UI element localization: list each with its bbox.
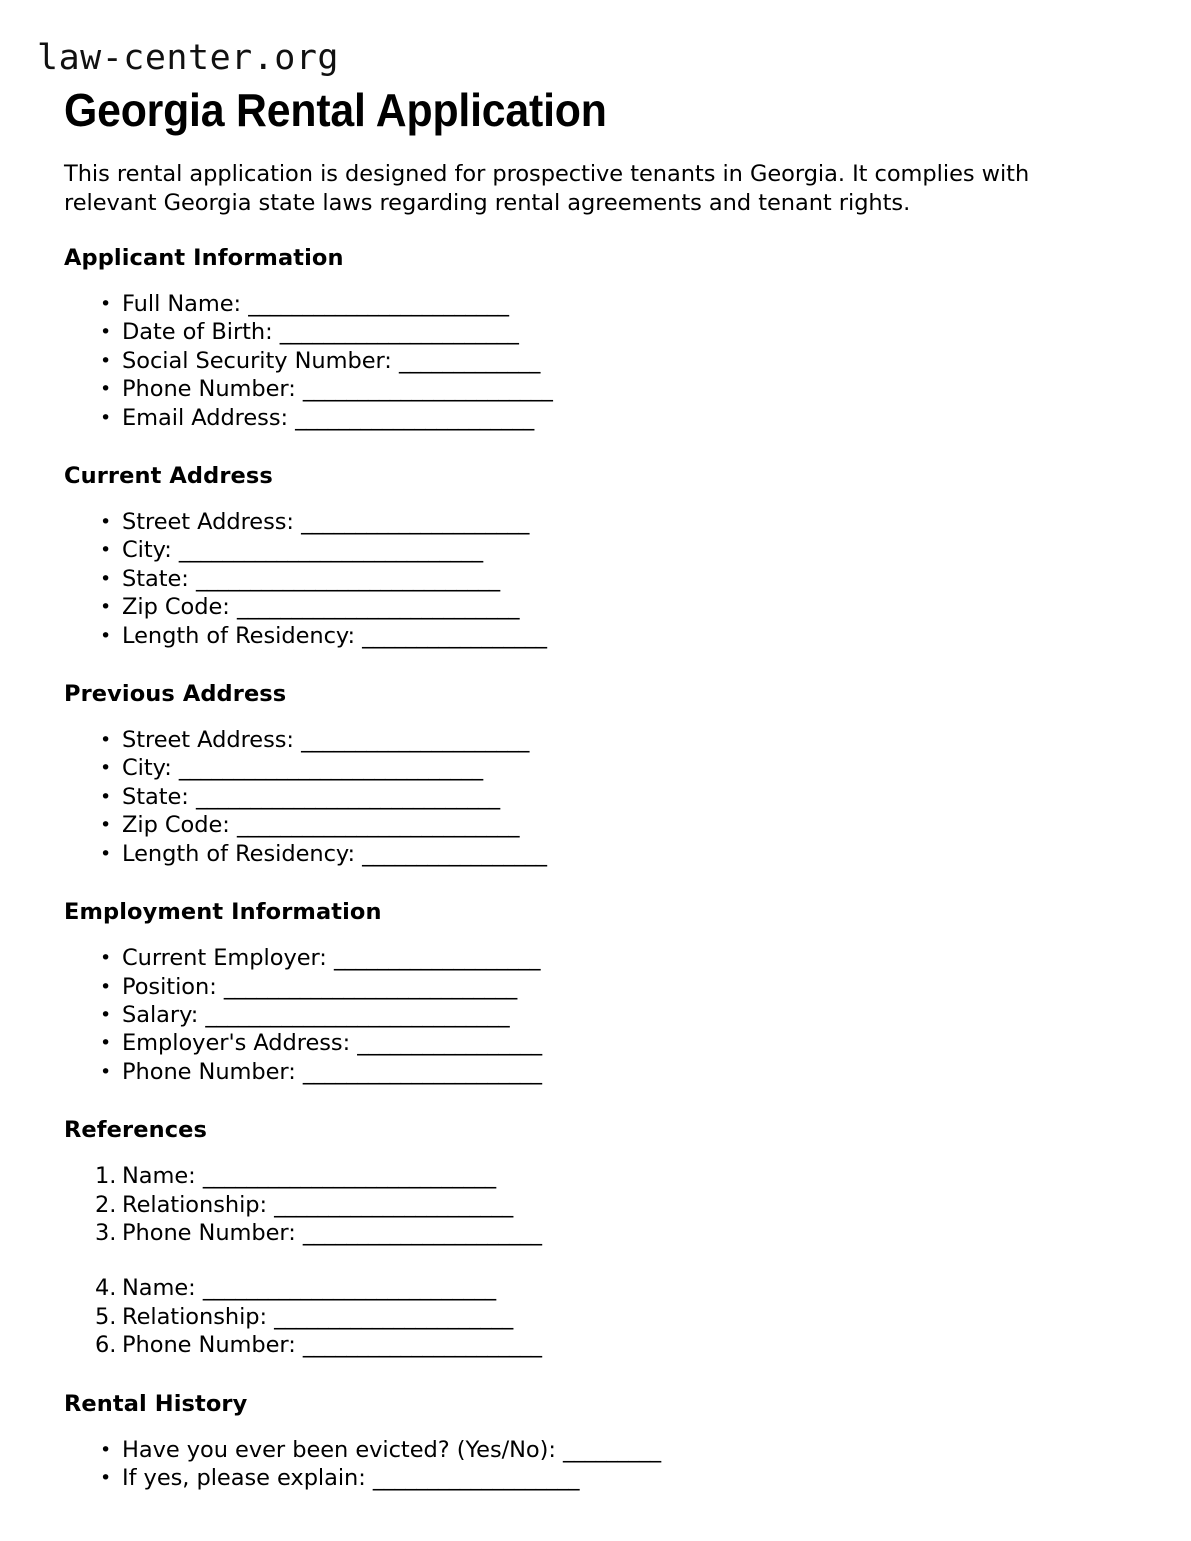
fill-in-blank[interactable]: _________________ bbox=[357, 1030, 542, 1057]
field-label: Length of Residency: bbox=[122, 622, 356, 649]
bullet-icon: • bbox=[100, 378, 112, 401]
field-row bbox=[64, 318, 1127, 346]
list-group-gap bbox=[64, 1247, 1127, 1274]
section-heading-references: References bbox=[64, 1117, 207, 1144]
field-row bbox=[64, 1219, 1127, 1247]
field-row bbox=[64, 622, 1127, 650]
document-body bbox=[0, 160, 1191, 1540]
field-label: Street Address: bbox=[122, 509, 294, 536]
section-heading-applicant-information: Applicant Information bbox=[64, 245, 344, 271]
field-row bbox=[64, 1436, 1127, 1464]
field-row bbox=[64, 1162, 1127, 1190]
field-row bbox=[64, 375, 1127, 403]
bullet-icon: • bbox=[100, 511, 112, 534]
field-row bbox=[64, 1058, 1127, 1086]
fill-in-blank[interactable]: _____________ bbox=[398, 347, 540, 374]
field-label: Length of Residency: bbox=[122, 840, 356, 867]
fill-in-blank[interactable]: _________ bbox=[563, 1436, 661, 1463]
field-label: Current Employer: bbox=[122, 945, 327, 972]
fill-in-blank[interactable]: _______________________ bbox=[302, 376, 553, 403]
bullet-icon: • bbox=[100, 596, 112, 619]
site-name: law-center.org bbox=[37, 38, 340, 78]
bullet-icon: • bbox=[100, 539, 112, 562]
section-heading-previous-address: Previous Address bbox=[64, 681, 287, 708]
field-label: City: bbox=[122, 755, 172, 782]
fill-in-blank[interactable]: ____________________________ bbox=[195, 565, 500, 592]
field-row bbox=[64, 1464, 1127, 1492]
bullet-icon: • bbox=[100, 947, 112, 970]
field-label: State: bbox=[122, 783, 189, 810]
field-label: Social Security Number: bbox=[122, 347, 392, 374]
bullet-icon: • bbox=[100, 406, 112, 429]
section-heading-current-address: Current Address bbox=[64, 463, 273, 490]
field-label: Relationship: bbox=[122, 1303, 268, 1330]
bullet-icon: • bbox=[100, 975, 112, 998]
field-row bbox=[64, 404, 1127, 432]
field-label: Zip Code: bbox=[122, 594, 230, 621]
fill-in-blank[interactable]: ____________________________ bbox=[195, 783, 500, 810]
field-list-employment-information bbox=[64, 944, 1127, 1086]
bullet-icon: • bbox=[100, 757, 112, 780]
fill-in-blank[interactable]: ____________________________ bbox=[178, 755, 483, 782]
field-row bbox=[64, 1001, 1127, 1029]
fill-in-blank[interactable]: __________________________ bbox=[236, 812, 520, 839]
field-row bbox=[64, 536, 1127, 564]
fill-in-blank[interactable]: _____________________ bbox=[301, 727, 529, 754]
fill-in-blank[interactable]: ___________________________ bbox=[202, 1275, 496, 1302]
list-number: 2. bbox=[95, 1191, 117, 1218]
field-label: Relationship: bbox=[122, 1191, 268, 1218]
field-row bbox=[64, 840, 1127, 868]
fill-in-blank[interactable]: ___________________ bbox=[333, 945, 541, 972]
field-row bbox=[64, 347, 1127, 375]
field-row bbox=[64, 1331, 1127, 1359]
bullet-icon: • bbox=[100, 321, 112, 344]
field-label: Employer's Address: bbox=[122, 1030, 351, 1057]
field-label: Date of Birth: bbox=[122, 319, 273, 346]
fill-in-blank[interactable]: _________________ bbox=[362, 622, 547, 649]
bullet-icon: • bbox=[100, 293, 112, 315]
fill-in-blank[interactable]: _________________ bbox=[362, 840, 547, 867]
bullet-icon: • bbox=[100, 349, 112, 372]
list-number: 1. bbox=[95, 1163, 117, 1190]
bullet-icon: • bbox=[100, 1466, 112, 1489]
field-list-previous-address bbox=[64, 726, 1127, 868]
field-label: Name: bbox=[122, 1163, 196, 1190]
field-label: Name: bbox=[122, 1275, 196, 1302]
field-label: If yes, please explain: bbox=[122, 1464, 366, 1491]
field-row bbox=[64, 944, 1127, 972]
bullet-icon: • bbox=[100, 1003, 112, 1026]
bullet-icon: • bbox=[100, 1032, 112, 1055]
field-list-references bbox=[64, 1162, 1127, 1359]
sections-container bbox=[64, 244, 1127, 1492]
field-label: Position: bbox=[122, 973, 217, 1000]
fill-in-blank[interactable]: ___________________________ bbox=[202, 1163, 496, 1190]
fill-in-blank[interactable]: ______________________ bbox=[279, 319, 519, 346]
field-label: Salary: bbox=[122, 1001, 199, 1028]
fill-in-blank[interactable]: ______________________ bbox=[274, 1191, 513, 1218]
field-row bbox=[64, 1191, 1127, 1219]
field-label: City: bbox=[122, 537, 172, 564]
fill-in-blank[interactable]: ______________________ bbox=[302, 1058, 542, 1085]
field-row bbox=[64, 593, 1127, 621]
fill-in-blank[interactable]: ___________________________ bbox=[223, 973, 517, 1000]
field-row bbox=[64, 754, 1127, 782]
field-label: Phone Number: bbox=[122, 1058, 296, 1085]
field-label: Street Address: bbox=[122, 727, 294, 754]
field-row bbox=[64, 508, 1127, 536]
field-label: Full Name: bbox=[122, 291, 242, 317]
field-list-applicant-information bbox=[64, 290, 1127, 432]
fill-in-blank[interactable]: ____________________________ bbox=[178, 537, 483, 564]
field-list-rental-history bbox=[64, 1436, 1127, 1493]
field-row bbox=[64, 726, 1127, 754]
field-label: Phone Number: bbox=[122, 376, 296, 403]
list-number: 3. bbox=[95, 1219, 117, 1246]
bullet-icon: • bbox=[100, 567, 112, 590]
bottom-spacer bbox=[64, 1492, 1127, 1540]
bullet-icon: • bbox=[100, 814, 112, 837]
field-row bbox=[64, 1029, 1127, 1057]
fill-in-blank[interactable]: ____________________________ bbox=[205, 1001, 510, 1028]
list-number: 5. bbox=[95, 1303, 117, 1330]
fill-in-blank[interactable]: ______________________ bbox=[302, 1219, 542, 1246]
bullet-icon: • bbox=[100, 729, 112, 752]
fill-in-blank[interactable]: ______________________ bbox=[295, 404, 534, 431]
field-row bbox=[64, 565, 1127, 593]
fill-in-blank[interactable]: _____________________ bbox=[301, 509, 529, 536]
field-label: Zip Code: bbox=[122, 812, 230, 839]
bullet-icon: • bbox=[100, 1438, 112, 1461]
masthead bbox=[0, 0, 1191, 138]
page-title: Georgia Rental Application bbox=[64, 84, 607, 136]
field-row bbox=[64, 811, 1127, 839]
list-number: 4. bbox=[95, 1275, 117, 1302]
bullet-icon: • bbox=[100, 1060, 112, 1083]
fill-in-blank[interactable]: ________________________ bbox=[248, 291, 509, 317]
fill-in-blank[interactable]: ______________________ bbox=[302, 1332, 542, 1359]
field-row bbox=[64, 973, 1127, 1001]
section-heading-employment-information: Employment Information bbox=[64, 899, 382, 926]
list-number: 6. bbox=[95, 1332, 117, 1359]
field-row bbox=[64, 783, 1127, 811]
field-label: Phone Number: bbox=[122, 1332, 296, 1359]
field-row bbox=[64, 290, 1127, 318]
field-row bbox=[64, 1274, 1127, 1302]
fill-in-blank[interactable]: ______________________ bbox=[274, 1303, 513, 1330]
field-list-current-address bbox=[64, 508, 1127, 650]
bullet-icon: • bbox=[100, 624, 112, 647]
field-label: Email Address: bbox=[122, 404, 289, 431]
field-row bbox=[64, 1303, 1127, 1331]
section-heading-rental-history: Rental History bbox=[64, 1390, 248, 1417]
field-label: Phone Number: bbox=[122, 1219, 296, 1246]
bullet-icon: • bbox=[100, 842, 112, 865]
field-label: State: bbox=[122, 565, 189, 592]
fill-in-blank[interactable]: __________________________ bbox=[236, 594, 520, 621]
bullet-icon: • bbox=[100, 785, 112, 808]
field-label: Have you ever been evicted? (Yes/No): bbox=[122, 1436, 556, 1463]
intro-paragraph: This rental application is designed for prospective tenants in Georgia. It complies with relevant Georgia state laws regarding rental agreements and tenant rights. bbox=[64, 161, 1030, 216]
fill-in-blank[interactable]: ___________________ bbox=[372, 1464, 580, 1491]
